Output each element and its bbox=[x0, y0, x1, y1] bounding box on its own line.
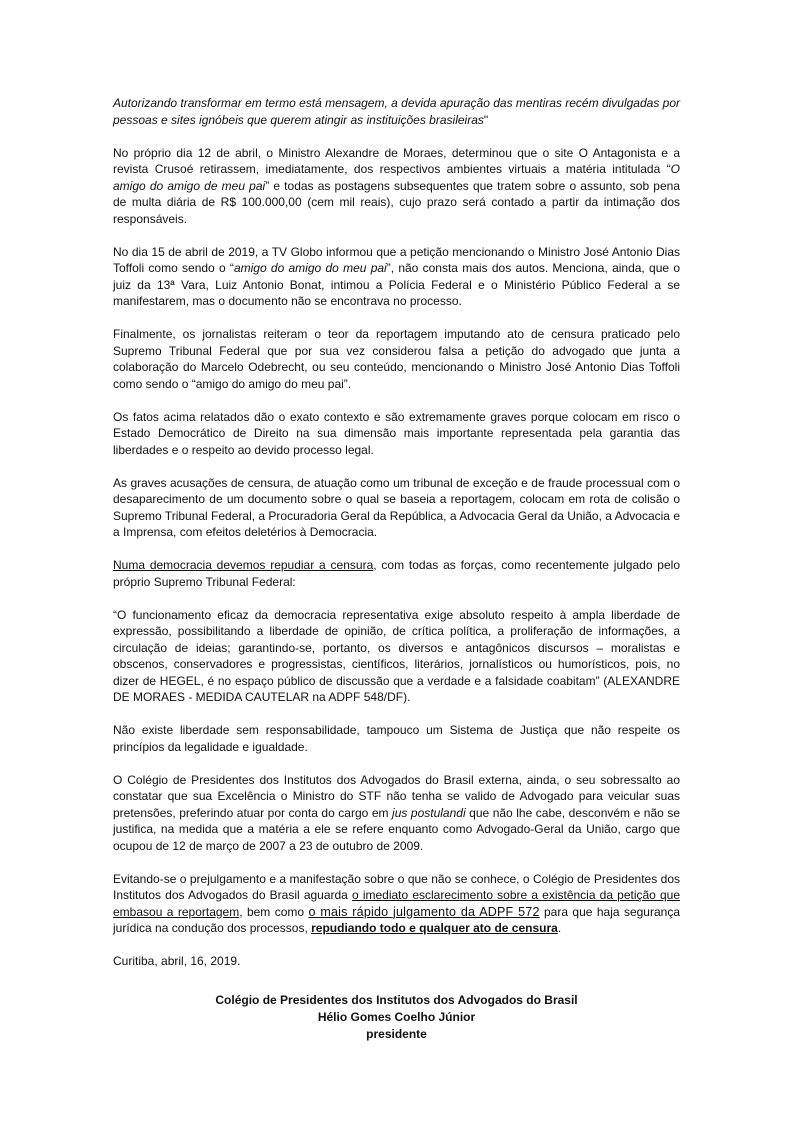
paragraph-journalists: Finalmente, os jornalistas reiteram o teor da reportagem imputando ato de censura praticado pelo Supremo Tribunal Federal que por sua vez considerou falsa a petição do advogado que junta a colaboração do Marcelo Odebrecht, ou seu conteúdo, mencionando o Ministro José Antonio Dias Toffoli como sendo o “amigo do amigo do meu pai”. bbox=[113, 327, 680, 391]
signature-role: presidente bbox=[366, 1026, 427, 1041]
underlined-text: Numa democracia devemos repudiar a censura bbox=[113, 558, 374, 572]
text: O Colégio de Presidentes dos Institutos dos Advogados do Brasil externa, ainda, o seu sobressalto ao constatar que sua Excelência o Ministro do STF não tenha se valido de Advogado para veicular suas pretensões, preferindo atuar por conta do cargo em bbox=[113, 772, 680, 820]
paragraph-facts: Os fatos acima relatados dão o exato contexto e são extremamente graves porque colocam em risco o Estado Democrático de Direito na sua dimensão mais importante representada pela garantia das liberdades e o respeito ao devido processo legal. bbox=[113, 409, 680, 457]
paragraph-court-order bbox=[113, 145, 680, 228]
text: No próprio dia 12 de abril, o Ministro Alexandre de Moraes, determinou que o site O Antagonista e a revista Crusoé retirassem, imediatamente, dos respectivos ambientes virtuais a matéria intitulada “ bbox=[113, 145, 680, 176]
text: Evitando-se o prejulgamento e a manifestação sobre o que não se conhece, o Colégio de Presidentes dos Institutos dos Advogados do Brasil aguarda bbox=[113, 871, 680, 902]
text: No dia 15 de abril de 2019, a TV Globo informou que a petição mencionando o Ministro José Antonio Dias Toffoli como sendo o “ bbox=[113, 244, 680, 275]
italic-text: amigo do amigo do meu pai bbox=[233, 261, 387, 275]
signature-block bbox=[113, 992, 680, 1043]
italic-text: O amigo do amigo de meu pai bbox=[113, 162, 680, 193]
text: , com todas as forças, como recentemente julgado pelo próprio Supremo Tribunal Federal: bbox=[113, 558, 680, 589]
signature-name: Hélio Gomes Coelho Júnior bbox=[317, 1009, 476, 1024]
date-line: Curitiba, abril, 16, 2019. bbox=[113, 954, 241, 968]
paragraph-college bbox=[113, 772, 680, 855]
text: ”, não consta mais dos autos. Menciona, ainda, que o juiz da 13ª Vara, Luiz Antonio Bonat, intimou a Polícia Federal e o Ministério Público Federal a se manifestarem, mas o documento não se encontrava no processo. bbox=[113, 261, 680, 308]
italic-text: jus postulandi bbox=[392, 805, 466, 820]
text: para que haja segurança jurídica na condução dos processos, bbox=[113, 904, 680, 935]
bold-underlined-text: repudiando todo e qualquer ato de censura bbox=[311, 921, 558, 935]
underlined-text: o imediato esclarecimento sobre a existência da petição que embasou a reportagem bbox=[113, 888, 681, 919]
paragraph-citation: “O funcionamento eficaz da democracia representativa exige absoluto respeito à ampla liberdade de expressão, possibilitando a liberdade de opinião, de crítica política, a proliferação de informações, a circulação de ideias; garantindo-se, portanto, os diversos e antagônicos discursos – moralistas e obscenos, conservadores e progressistas, científicos, literários, jornalísticos ou humorísticos, pois, no dizer de HEGEL, é no espaço público de discussão que a verdade e a falsidade coabitam” (ALEXANDRE DE MORAES - MEDIDA CAUTELAR na ADPF 548/DF). bbox=[113, 607, 680, 704]
text: que não lhe cabe, desconvém e não se justifica, na medida que a matéria a ele se refere enquanto como Advogado-Geral da União, cargo que ocupou de 12 de março de 2007 a 23 de outubro de 2009. bbox=[113, 805, 680, 853]
text: ” e todas as postagens subsequentes que tratem sobre o assunto, sob pena de multa diária de R$ 100.000,00 (cem mil reais), cujo prazo será contado a partir da intimação dos responsáveis. bbox=[113, 178, 680, 226]
paragraph-freedom: Não existe liberdade sem responsabilidade, tampouco um Sistema de Justiça que não respeite os princípios da legalidade e igualdade. bbox=[113, 723, 680, 754]
text: , bem como bbox=[239, 904, 309, 919]
paragraph-conclusion bbox=[113, 871, 680, 937]
text: " bbox=[483, 112, 489, 127]
paragraph-democracy bbox=[113, 557, 680, 590]
signature-org: Colégio de Presidentes dos Institutos dos Advogados do Brasil bbox=[215, 992, 578, 1007]
document-page bbox=[113, 95, 680, 1043]
underlined-text: o mais rápido julgamento da ADPF 572 bbox=[308, 904, 540, 919]
paragraph-accusations: As graves acusações de censura, de atuação como um tribunal de exceção e de fraude processual com o desaparecimento de um documento sobre o qual se baseia a reportagem, colocam em rota de colisão o Supremo Tribunal Federal, a Procuradoria Geral da República, a Advocacia Geral da União, a Advocacia e a Imprensa, com efeitos deletérios à Democracia. bbox=[113, 475, 680, 539]
paragraph-quote-end bbox=[113, 95, 680, 128]
paragraph-tv-globo bbox=[113, 244, 680, 310]
text: . bbox=[557, 921, 562, 935]
italic-text: Autorizando transformar em termo está mensagem, a devida apuração das mentiras recém divulgadas por pessoas e sites ignóbeis que querem atingir as instituições brasileiras bbox=[113, 96, 680, 127]
